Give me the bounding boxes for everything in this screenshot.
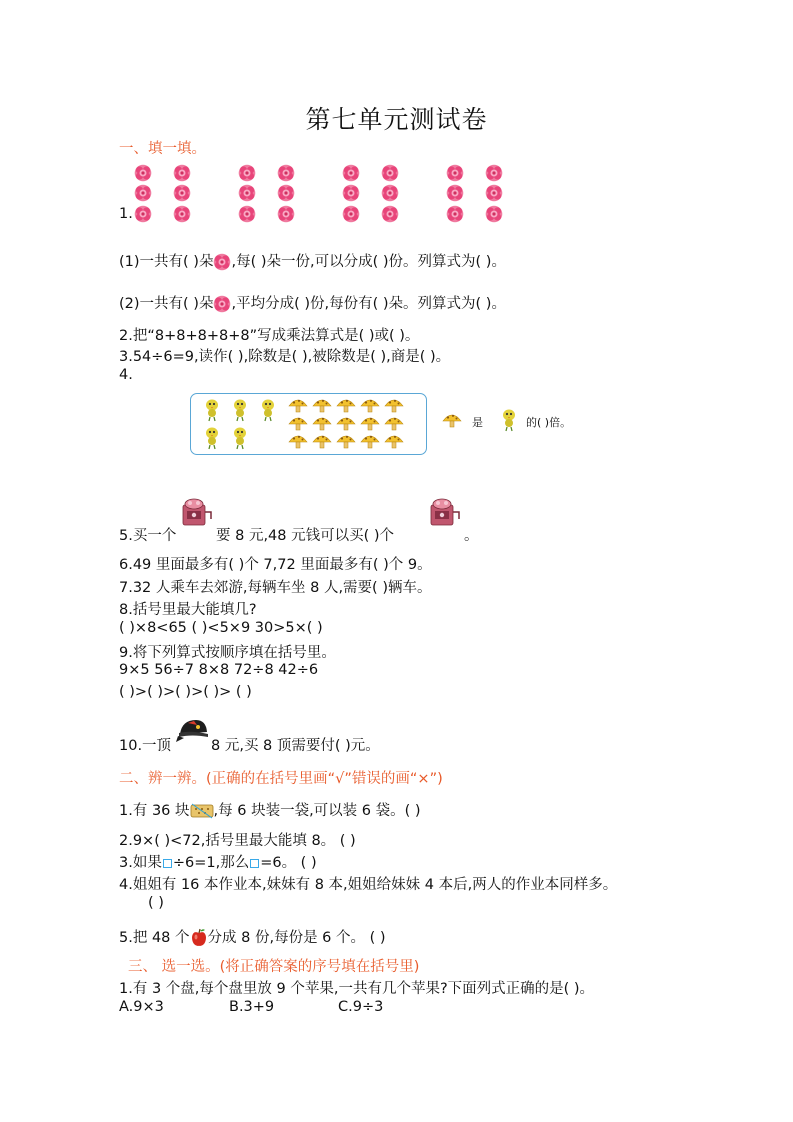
- flower-icon: [342, 205, 360, 223]
- mushroom-icon: [360, 415, 380, 431]
- q1-sub2-part-b: ,平均分成( )份,每份有( )朵。列算式为( )。: [231, 296, 506, 312]
- flower-icon: [213, 295, 231, 313]
- flower-icon: [277, 184, 295, 202]
- flower-icon: [342, 184, 360, 202]
- c1-option-b: B.3+9: [229, 999, 275, 1015]
- flower-icon: [446, 205, 464, 223]
- q8-line-2: ( )×8<65 ( )<5×9 30>5×( ): [119, 620, 323, 636]
- j2-text: 2.9×( )<72,括号里最大能填 8。 ( ): [119, 833, 356, 849]
- q1-sub2-part-a: (2)一共有( )朵: [119, 296, 214, 312]
- flower-icon: [213, 253, 231, 271]
- q1-sub1: [119, 250, 506, 271]
- mushroom-icon: [336, 415, 356, 431]
- flower-icon: [485, 164, 503, 182]
- q9-line-1: 9.将下列算式按顺序填在括号里。: [119, 645, 336, 661]
- mushroom-icon: [384, 415, 404, 431]
- chick-icon: [259, 398, 277, 422]
- square-icon: [163, 859, 172, 868]
- q6-text: 6.49 里面最多有( )个 7,72 里面最多有( )个 9。: [119, 557, 432, 573]
- section-1-heading: 一、填一填。: [119, 141, 206, 157]
- mushroom-icon: [288, 397, 308, 413]
- j5-part-b: 分成 8 份,每份是 6 个。 ( ): [207, 930, 386, 946]
- pencil-sharpener-icon: [428, 497, 460, 529]
- flower-icon: [485, 205, 503, 223]
- j3-text: [119, 851, 317, 872]
- mushroom-icon: [442, 412, 462, 428]
- section-2-heading: 二、辨一辨。(正确的在括号里画“√”错误的画“×”): [119, 771, 443, 787]
- mushroom-icon: [360, 433, 380, 449]
- flower-icon: [485, 184, 503, 202]
- q2-text: 2.把“8+8+8+8+8”写成乘法算式是( )或( )。: [119, 328, 420, 344]
- chick-icon: [231, 398, 249, 422]
- j3-part-b: ÷6=1,那么: [172, 855, 250, 871]
- flower-icon: [277, 205, 295, 223]
- mushroom-icon: [312, 397, 332, 413]
- q4-number: 4.: [119, 367, 133, 383]
- flower-icon: [173, 205, 191, 223]
- j1-text: [119, 799, 421, 820]
- mushroom-icon: [384, 433, 404, 449]
- j5-text: [119, 926, 386, 948]
- flower-icon: [446, 184, 464, 202]
- flower-icon: [238, 164, 256, 182]
- mushroom-icon: [288, 433, 308, 449]
- q9-line-3: ( )>( )>( )>( )> ( ): [119, 684, 252, 700]
- mushroom-icon: [336, 397, 356, 413]
- flower-icon: [238, 205, 256, 223]
- mushroom-icon: [384, 397, 404, 413]
- pencil-sharpener-icon: [180, 497, 212, 529]
- q1-sub1-part-a: (1)一共有( )朵: [119, 254, 214, 270]
- q3-text: 3.54÷6=9,读作( ),除数是( ),被除数是( ),商是( )。: [119, 349, 451, 365]
- q4-is-label: 是: [472, 416, 483, 429]
- c1-option-c: C.9÷3: [338, 999, 384, 1015]
- j4-line-2: ( ): [148, 895, 164, 911]
- q1-number: 1.: [119, 206, 133, 222]
- q7-text: 7.32 人乘车去郊游,每辆车坐 8 人,需要( )辆车。: [119, 580, 432, 596]
- c1-option-a: A.9×3: [119, 999, 164, 1015]
- q4-times-label: 的( )倍。: [526, 416, 572, 429]
- j3-part-a: 3.如果: [119, 855, 162, 871]
- flower-icon: [238, 184, 256, 202]
- mushroom-icon: [336, 433, 356, 449]
- biscuit-icon: [190, 802, 214, 820]
- flower-icon: [134, 164, 152, 182]
- flower-icon: [173, 164, 191, 182]
- flower-icon: [381, 205, 399, 223]
- flower-icon: [342, 164, 360, 182]
- apple-icon: [190, 928, 208, 948]
- flower-icon: [446, 164, 464, 182]
- j1-part-a: 1.有 36 块: [119, 803, 190, 819]
- chick-icon: [500, 408, 518, 432]
- chick-icon: [231, 426, 249, 450]
- j3-part-c: =6。 ( ): [260, 855, 317, 871]
- q10-part-b: 8 元,买 8 顶需要付( )元。: [211, 738, 380, 754]
- mushroom-icon: [312, 415, 332, 431]
- j5-part-a: 5.把 48 个: [119, 930, 190, 946]
- flower-icon: [277, 164, 295, 182]
- cap-icon: [176, 716, 210, 746]
- q10-part-a: 10.一顶: [119, 738, 172, 754]
- chick-icon: [203, 426, 221, 450]
- flower-icon: [381, 164, 399, 182]
- c1-question: 1.有 3 个盘,每个盘里放 9 个苹果,一共有几个苹果?下面列式正确的是( )。: [119, 981, 595, 997]
- q1-sub2: [119, 292, 506, 313]
- square-icon: [250, 859, 259, 868]
- q1-sub1-part-b: ,每( )朵一份,可以分成( )份。列算式为( )。: [231, 254, 506, 270]
- q5-part-c: 。: [464, 528, 479, 544]
- section-3-heading: 三、 选一选。(将正确答案的序号填在括号里): [128, 959, 420, 975]
- j4-line-1: 4.姐姐有 16 本作业本,妹妹有 8 本,姐姐给妹妹 4 本后,两人的作业本同样多。: [119, 877, 618, 893]
- j1-part-b: ,每 6 块装一袋,可以装 6 袋。( ): [213, 803, 421, 819]
- chick-icon: [203, 398, 221, 422]
- flower-icon: [381, 184, 399, 202]
- mushroom-icon: [288, 415, 308, 431]
- mushroom-icon: [312, 433, 332, 449]
- q5-part-b: 要 8 元,48 元钱可以买( )个: [216, 528, 395, 544]
- q9-line-2: 9×5 56÷7 8×8 72÷8 42÷6: [119, 662, 319, 678]
- flower-icon: [173, 184, 191, 202]
- page-title: 第七单元测试卷: [305, 105, 488, 134]
- flower-icon: [134, 184, 152, 202]
- mushroom-icon: [360, 397, 380, 413]
- q5-part-a: 5.买一个: [119, 528, 177, 544]
- flower-icon: [134, 205, 152, 223]
- q8-line-1: 8.括号里最大能填几?: [119, 602, 257, 618]
